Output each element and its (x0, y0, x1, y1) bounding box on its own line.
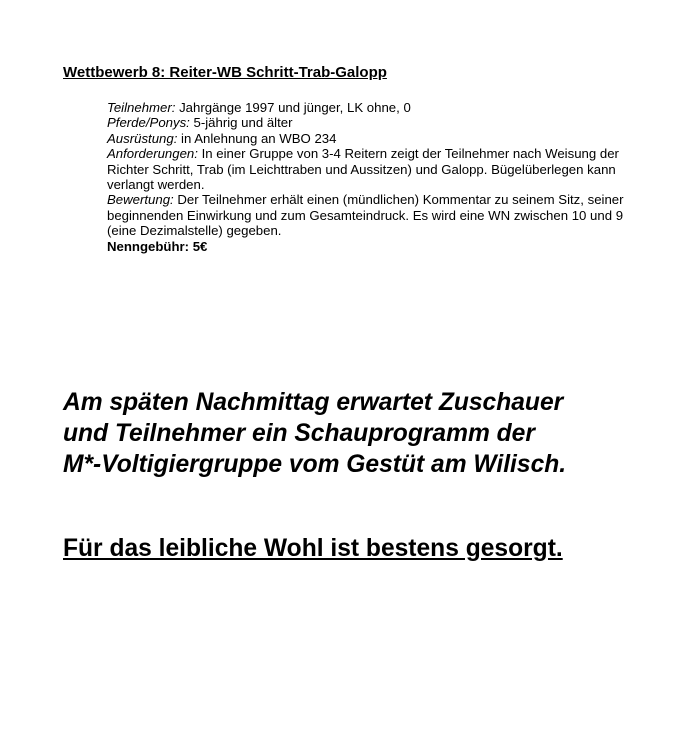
requirements-label: Anforderungen: (107, 146, 198, 162)
announcement-line-3: M*-Voltigiergruppe vom Gestüt am Wilisch. (63, 451, 567, 478)
competition-details (107, 100, 637, 254)
participants-value: Jahrgänge 1997 und jünger, LK ohne, 0 (175, 100, 411, 115)
participants-line (107, 100, 637, 115)
evaluation-value: Der Teilnehmer erhält einen (mündlichen) Kommentar zu seinem Sitz, seiner beginnenden Einwirkung und zum Gesamteindruck. Es wird eine WN zwischen 10 und 9 (eine Dezimalstelle) gegeben. (107, 192, 624, 239)
participants-label: Teilnehmer: (107, 100, 176, 115)
horses-line (107, 115, 637, 130)
requirements-value: In einer Gruppe von 3-4 Reitern zeigt der Teilnehmer nach Weisung der Richter Schritt, Trab (im Leichttraben und Aussitzen) und Galopp. Bügelüberlegen kann verlangt werden. (107, 146, 619, 193)
equipment-value: in Anlehnung an WBO 234 (177, 130, 337, 146)
horses-value: 5-jährig und älter (189, 115, 293, 131)
announcement-line-1: Am späten Nachmittag erwartet Zuschauer (63, 389, 564, 416)
equipment-label: Ausrüstung: (107, 130, 178, 146)
evaluation-label: Bewertung: (107, 192, 174, 208)
catering-note: Für das leibliche Wohl ist bestens gesorgt. (63, 535, 563, 562)
horses-label: Pferde/Ponys: (107, 115, 190, 131)
evaluation-line (107, 192, 637, 238)
entry-fee: Nenngebühr: 5€ (107, 238, 208, 254)
announcement-line-2: und Teilnehmer ein Schauprogramm der (63, 420, 535, 447)
equipment-line (107, 131, 637, 146)
competition-title: Wettbewerb 8: Reiter-WB Schritt-Trab-Galopp (63, 64, 387, 81)
show-program-announcement (63, 387, 683, 480)
requirements-line (107, 146, 637, 192)
